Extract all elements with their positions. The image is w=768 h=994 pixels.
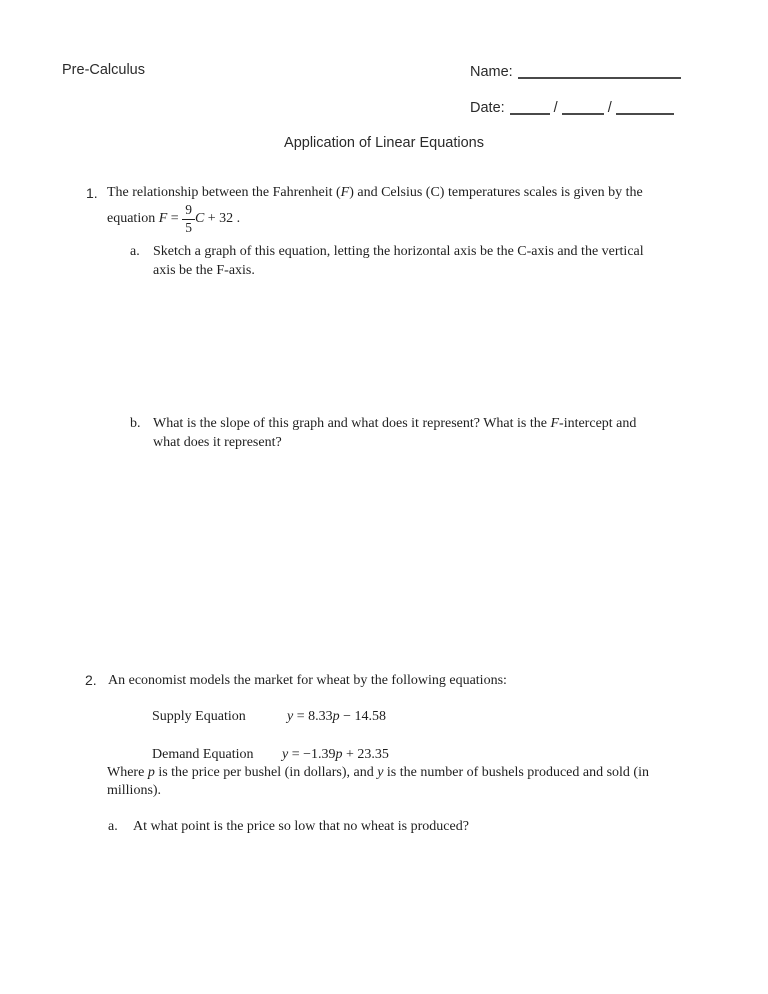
item-1b — [130, 414, 636, 452]
item-1b-line-1 — [153, 414, 636, 433]
supply-constant: − 14.58 — [339, 709, 387, 724]
date-slash-1: / — [553, 100, 558, 116]
item-1b-label: b. — [130, 416, 141, 431]
demand-variable-y: y — [282, 747, 289, 762]
name-field-row — [470, 62, 681, 80]
name-label: Name: — [470, 64, 513, 80]
where-text-3: is the number of bushels produced and sold (in — [383, 765, 649, 780]
bushels-variable-y: y — [377, 765, 384, 780]
item-1b-text — [153, 414, 636, 452]
date-label: Date: — [470, 100, 505, 116]
item-1a — [130, 242, 644, 280]
supply-coefficient: = 8.33 — [293, 709, 333, 724]
supply-equation-label: Supply Equation — [152, 709, 246, 724]
worksheet-title: Application of Linear Equations — [284, 135, 484, 151]
intro-text-1: The relationship between the Fahrenheit ( — [107, 185, 341, 200]
date-field-row — [470, 98, 674, 116]
fraction-nine-fifths — [182, 203, 195, 235]
line-1-text-1: What is the slope of this graph and what does it represent? What is the — [153, 416, 551, 431]
where-clause-line-2: millions). — [107, 783, 162, 798]
demand-variable-p: p — [335, 747, 343, 762]
item-2a-text: At what point is the price so low that no wheat is produced? — [133, 819, 469, 834]
supply-variable-y: y — [287, 709, 294, 724]
demand-coefficient: = −1.39 — [288, 747, 336, 762]
fraction-numerator: 9 — [182, 203, 195, 219]
where-text-1: Where — [107, 765, 148, 780]
fraction-denominator: 5 — [185, 219, 192, 235]
item-1b-line-2: what does it represent? — [153, 435, 282, 450]
date-blank-month — [510, 98, 550, 115]
f-intercept-variable: F — [550, 416, 560, 431]
date-blank-year — [616, 98, 674, 115]
equation-prefix: equation — [107, 211, 159, 226]
variable-c: C — [194, 211, 205, 226]
supply-variable-p: p — [332, 709, 340, 724]
question-1-number: 1. — [86, 185, 98, 201]
where-text-2: is the price per bushel (in dollars), and — [154, 765, 378, 780]
demand-equation-formula — [282, 747, 389, 763]
item-2a-label: a. — [108, 819, 118, 834]
variable-f: F — [158, 211, 168, 226]
supply-equation-formula — [287, 709, 386, 725]
item-1a-line-2: axis be the F-axis. — [153, 263, 255, 278]
equation-suffix: + 32 . — [204, 211, 241, 226]
intro-text-2: ) and Celsius (C) temperatures scales is given by the — [349, 185, 643, 200]
fahrenheit-variable: F — [340, 185, 350, 200]
item-1a-label: a. — [130, 244, 140, 259]
temperature-equation — [107, 199, 240, 239]
item-2a — [108, 817, 469, 836]
question-2-number: 2. — [85, 672, 97, 688]
demand-constant: + 23.35 — [342, 747, 389, 762]
date-blank-day — [562, 98, 604, 115]
date-slash-2: / — [607, 100, 612, 116]
item-1a-text — [153, 242, 644, 280]
item-1a-line-1: Sketch a graph of this equation, letting the horizontal axis be the C-axis and the vertical — [153, 244, 644, 259]
question-2-intro: An economist models the market for wheat by the following equations: — [108, 673, 507, 688]
demand-equation-label: Demand Equation — [152, 747, 254, 762]
course-label: Pre-Calculus — [62, 62, 145, 78]
where-clause-line-1 — [107, 765, 649, 781]
name-blank-line — [518, 62, 681, 79]
equals-sign: = — [167, 211, 183, 226]
price-variable-p: p — [147, 765, 155, 780]
line-1-text-2: -intercept and — [559, 416, 637, 431]
